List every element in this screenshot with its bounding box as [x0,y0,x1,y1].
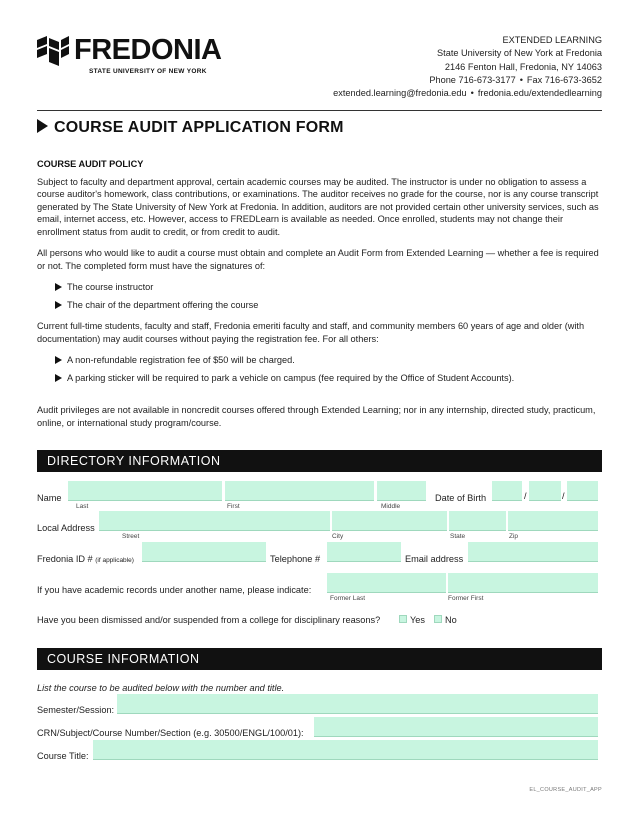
title-triangle-icon [37,119,48,133]
middle-sublabel: Middle [381,503,401,510]
list-item: The course instructor [37,281,602,294]
dismissed-question: Have you been dismissed and/or suspended from a college for disciplinary reasons? [37,615,381,625]
state-sublabel: State [450,533,466,540]
policy-paragraph-2: All persons who would like to audit a course must obtain and complete an Audit Form from Extended Learning — whether a fee is required or not. The completed form must have the signatures of: [37,248,599,271]
crn-label: CRN/Subject/Course Number/Section (e.g. 30500/ENGL/100/01): [37,728,304,738]
phone-fax-line [333,74,602,87]
logo-wordmark: FREDONIA [74,34,222,66]
logo-subtitle: STATE UNIVERSITY OF NEW YORK [89,68,207,75]
dob-month-input[interactable] [492,481,522,501]
name-label: Name [37,493,62,503]
last-name-input[interactable] [68,481,222,501]
zip-input[interactable] [508,511,598,531]
street-address: 2146 Fenton Hall, Fredonia, NY 14063 [444,61,602,72]
zip-sublabel: Zip [509,533,519,540]
signature-list [37,281,602,311]
dismissed-yes-checkbox[interactable] [399,615,407,623]
email-input[interactable] [468,542,598,562]
city-sublabel: City [332,533,344,540]
page-title [37,119,344,137]
website-link[interactable]: fredonia.edu/extendedlearning [477,88,602,99]
semester-label: Semester/Session: [37,705,115,715]
semester-input[interactable] [117,694,598,714]
email-label: Email address [405,554,464,564]
street-input[interactable] [99,511,330,531]
dismissed-no-checkbox[interactable] [434,615,442,623]
policy-heading: COURSE AUDIT POLICY [37,159,144,169]
list-item: The chair of the department offering the course [37,299,602,312]
bullet-separator: • [519,74,523,85]
course-audit-policy [37,158,602,438]
state-input[interactable] [449,511,506,531]
dob-slash: / [524,491,527,501]
bullet-triangle-icon [55,283,62,291]
fredonia-logo [37,34,227,78]
header-divider [37,110,602,111]
bullet-separator: • [470,88,474,99]
fax-number: Fax 716-673-3652 [526,74,602,85]
bullet-triangle-icon [55,374,62,382]
yes-label: Yes [410,615,425,625]
telephone-label: Telephone # [270,554,321,564]
dob-slash: / [562,491,565,501]
institution-name: State University of New York at Fredonia [437,48,602,59]
fredonia-id-label: Fredonia ID # (if applicable) [37,554,134,564]
former-first-input[interactable] [448,573,598,593]
policy-paragraph-1: Subject to faculty and department approval, certain academic courses may be audited. The instructor is under no obligation to assess a course auditor's homework, class contributions, or examinations. The auditor receives no grade for the course, nor is any course transcript generated by The State University of New York at Fredonia. In addition, auditors are not provided certain other university services, such as email, internet access, etc. However, access to FREDLearn is available as needed. Once enrolled, students may not change their enrollment status from audit to credit, or from credit to audit. [37,176,599,237]
former-last-input[interactable] [327,573,446,593]
course-instruction: List the course to be audited below with the number and title. [37,683,285,693]
letterhead [37,30,602,100]
list-item: A non-refundable registration fee of $50 will be charged. [37,354,602,367]
last-sublabel: Last [76,503,89,510]
bullet-triangle-icon [55,301,62,309]
policy-paragraph-4: Audit privileges are not available in noncredit courses offered through Extended Learning; nor in any internship, directed study, practicum, online, or international study program/course. [37,405,596,428]
bullet-triangle-icon [55,356,62,364]
middle-name-input[interactable] [377,481,426,501]
dob-day-input[interactable] [529,481,561,501]
fredonia-logo-mark-icon [37,36,69,66]
list-item: A parking sticker will be required to park a vehicle on campus (fee required by the Office of Student Accounts). [37,372,602,385]
office-name: EXTENDED LEARNING [502,35,602,45]
city-input[interactable] [332,511,447,531]
policy-paragraph-3: Current full-time students, faculty and staff, Fredonia emeriti faculty and staff, and community members 60 years of age and older (with documentation) may audit courses without paying the registration fee. For all others: [37,321,585,344]
form-code: EL_COURSE_AUDIT_APP [529,787,602,793]
first-name-input[interactable] [225,481,374,501]
street-sublabel: Street [122,533,140,540]
course-title-input[interactable] [93,740,598,760]
email-link[interactable]: extended.learning@fredonia.edu [333,88,467,99]
contact-block [333,34,602,100]
first-sublabel: First [227,503,240,510]
directory-section-header: DIRECTORY INFORMATION [37,450,602,472]
crn-input[interactable] [314,717,598,737]
dob-year-input[interactable] [567,481,598,501]
course-title-label: Course Title: [37,751,89,761]
former-first-sublabel: Former First [448,595,484,602]
local-address-label: Local Address [37,523,95,533]
course-section-header: COURSE INFORMATION [37,648,602,670]
no-label: No [445,615,457,625]
page-title-text: COURSE AUDIT APPLICATION FORM [54,119,344,136]
fee-list [37,354,602,384]
email-web-line [333,87,602,100]
fredonia-id-input[interactable] [142,542,266,562]
phone-number: Phone 716-673-3177 [429,74,516,85]
other-name-label: If you have academic records under another name, please indicate: [37,585,312,595]
telephone-input[interactable] [327,542,401,562]
former-last-sublabel: Former Last [330,595,366,602]
dob-label: Date of Birth [435,493,487,503]
